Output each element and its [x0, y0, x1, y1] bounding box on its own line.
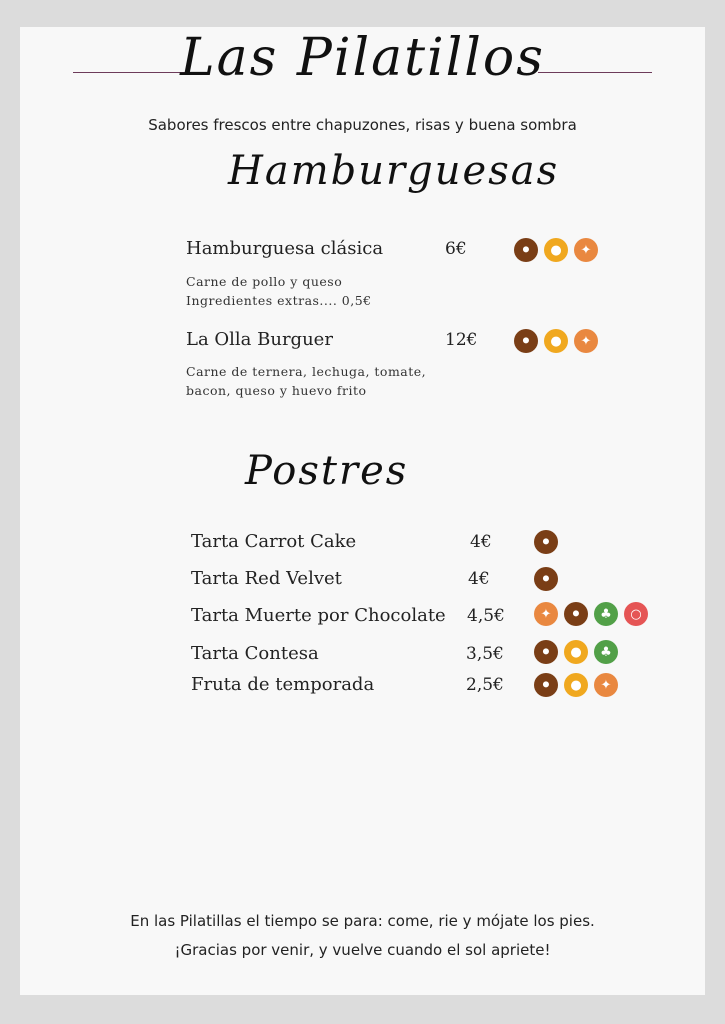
menu-item-price: 6€	[445, 239, 467, 259]
menu-item-price: 12€	[445, 330, 478, 350]
gluten-icon: ✦	[574, 238, 598, 262]
allergen-icons	[514, 238, 598, 262]
menu-item-name: Tarta Carrot Cake	[191, 531, 357, 552]
milk-icon: ⚫	[534, 673, 558, 697]
nuts-icon: ♣	[594, 640, 618, 664]
menu-item-price: 3,5€	[466, 644, 504, 664]
gluten-icon: ✦	[594, 673, 618, 697]
allergen-icons	[534, 602, 648, 626]
menu-item-price: 4€	[468, 569, 490, 589]
allergen-icons	[514, 329, 598, 353]
menu-title: Las Pilatillos	[180, 28, 545, 88]
footer-line-2: ¡Gracias por venir, y vuelve cuando el sol apriete!	[174, 941, 551, 959]
menu-item-name: Fruta de temporada	[191, 674, 375, 695]
allergen-icons	[534, 530, 558, 554]
allergen-icons	[534, 673, 618, 697]
allergen-icons	[534, 567, 558, 591]
milk-icon: ⚫	[514, 238, 538, 262]
menu-item-name: Tarta Contesa	[191, 643, 319, 664]
egg-icon: ●	[544, 329, 568, 353]
menu-item-name: Tarta Muerte por Chocolate	[191, 605, 446, 626]
milk-icon: ⚫	[534, 530, 558, 554]
milk-icon: ⚫	[564, 602, 588, 626]
nuts-icon: ♣	[594, 602, 618, 626]
allergen-icons	[534, 640, 618, 664]
menu-item-name: Hamburguesa clásica	[186, 238, 384, 259]
menu-item-desc-line: Ingredientes extras.... 0,5€	[186, 293, 372, 308]
milk-icon: ⚫	[514, 329, 538, 353]
menu-item-desc-line: Carne de ternera, lechuga, tomate,	[186, 364, 427, 379]
soy-icon: ○	[624, 602, 648, 626]
section-title-desserts: Postres	[245, 448, 409, 494]
egg-icon: ●	[564, 673, 588, 697]
menu-item-price: 2,5€	[466, 675, 504, 695]
gluten-icon: ✦	[574, 329, 598, 353]
menu-item-name: La Olla Burguer	[186, 329, 333, 350]
milk-icon: ⚫	[534, 640, 558, 664]
menu-item-price: 4€	[470, 532, 492, 552]
footer-line-1: En las Pilatillas el tiempo se para: come, rie y mójate los pies.	[130, 912, 595, 930]
milk-icon: ⚫	[534, 567, 558, 591]
menu-item-desc-line: bacon, queso y huevo frito	[186, 383, 367, 398]
section-title-burgers: Hamburguesas	[228, 148, 560, 194]
menu-item-desc-line: Carne de pollo y queso	[186, 274, 343, 289]
egg-icon: ●	[544, 238, 568, 262]
gluten-icon: ✦	[534, 602, 558, 626]
menu-item-name: Tarta Red Velvet	[191, 568, 342, 589]
egg-icon: ●	[564, 640, 588, 664]
menu-item-price: 4,5€	[467, 606, 505, 626]
menu-subtitle: Sabores frescos entre chapuzones, risas y buena sombra	[148, 116, 577, 134]
